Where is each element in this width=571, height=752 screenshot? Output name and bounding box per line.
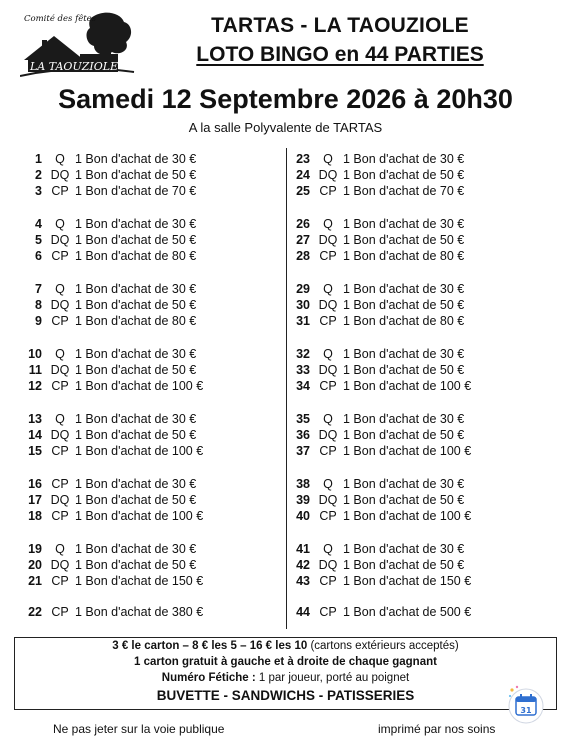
event-subtitle-text: LOTO BINGO en 44 PARTIES	[196, 43, 484, 66]
game-prize: 1 Bon d'achat de 30 €	[343, 217, 465, 231]
game-type: Q	[323, 347, 333, 361]
game-number: 16	[28, 477, 42, 491]
game-type: CP	[51, 314, 69, 328]
game-prize: 1 Bon d'achat de 50 €	[343, 233, 465, 247]
svg-text:LA TAOUZIOLE: LA TAOUZIOLE	[30, 60, 119, 73]
game-type: DQ	[318, 558, 338, 572]
game-type: CP	[319, 314, 337, 328]
game-number: 3	[35, 184, 42, 198]
game-number: 18	[28, 509, 42, 523]
game-type: DQ	[50, 363, 70, 377]
game-number: 20	[28, 558, 42, 572]
footer-right-note: imprimé par nos soins	[378, 722, 496, 736]
game-prize: 1 Bon d'achat de 80 €	[343, 249, 465, 263]
game-type: CP	[51, 605, 69, 619]
game-number: 22	[28, 605, 42, 619]
game-number: 5	[35, 233, 42, 247]
fetiche-text: 1 par joueur, porté au poignet	[255, 672, 410, 684]
game-prize: 1 Bon d'achat de 100 €	[343, 444, 472, 458]
game-type: DQ	[50, 493, 70, 507]
game-prize: 1 Bon d'achat de 30 €	[343, 477, 465, 491]
game-prize: 1 Bon d'achat de 80 €	[75, 314, 197, 328]
game-type: CP	[319, 184, 337, 198]
game-type: Q	[55, 347, 65, 361]
game-number: 33	[296, 363, 310, 377]
game-prize: 1 Bon d'achat de 100 €	[75, 444, 204, 458]
game-prize: 1 Bon d'achat de 80 €	[343, 314, 465, 328]
game-number: 6	[35, 249, 42, 263]
event-venue: A la salle Polyvalente de TARTAS	[188, 120, 383, 135]
game-number: 9	[35, 314, 42, 328]
comite-logo	[20, 10, 135, 90]
game-prize: 1 Bon d'achat de 50 €	[343, 558, 465, 572]
game-prize: 1 Bon d'achat de 100 €	[343, 509, 472, 523]
game-number: 15	[28, 444, 42, 458]
game-number: 29	[296, 282, 310, 296]
column-divider	[286, 148, 287, 629]
game-prize: 1 Bon d'achat de 100 €	[75, 379, 204, 393]
game-type: DQ	[318, 298, 338, 312]
game-number: 30	[296, 298, 310, 312]
fetiche-line	[15, 672, 556, 684]
game-type: CP	[51, 184, 69, 198]
game-type: CP	[51, 477, 69, 491]
game-prize: 1 Bon d'achat de 380 €	[75, 605, 204, 619]
event-title: TARTAS - LA TAOUZIOLE	[211, 14, 469, 37]
game-type: CP	[319, 605, 337, 619]
calendar-icon[interactable]	[506, 684, 546, 724]
game-number: 40	[296, 509, 310, 523]
game-number: 4	[35, 217, 42, 231]
free-card-line: 1 carton gratuit à gauche et à droite de chaque gagnant	[134, 656, 437, 668]
game-prize: 1 Bon d'achat de 50 €	[75, 363, 197, 377]
game-prize: 1 Bon d'achat de 50 €	[75, 168, 197, 182]
game-prize: 1 Bon d'achat de 30 €	[75, 282, 197, 296]
game-number: 39	[296, 493, 310, 507]
game-type: CP	[51, 249, 69, 263]
game-type: Q	[55, 217, 65, 231]
game-prize: 1 Bon d'achat de 50 €	[343, 428, 465, 442]
game-type: CP	[319, 379, 337, 393]
game-type: Q	[55, 542, 65, 556]
game-number: 34	[296, 379, 310, 393]
game-number: 13	[28, 412, 42, 426]
price-note: (cartons extérieurs acceptés)	[307, 640, 459, 652]
game-prize: 1 Bon d'achat de 50 €	[75, 558, 197, 572]
game-type: CP	[319, 574, 337, 588]
game-type: Q	[323, 282, 333, 296]
game-number: 11	[28, 363, 42, 377]
game-type: DQ	[50, 428, 70, 442]
game-type: DQ	[318, 363, 338, 377]
game-prize: 1 Bon d'achat de 50 €	[75, 233, 197, 247]
calendar-day: 31	[520, 706, 532, 715]
game-prize: 1 Bon d'achat de 50 €	[343, 493, 465, 507]
game-type: DQ	[318, 233, 338, 247]
game-number: 12	[28, 379, 42, 393]
game-type: DQ	[318, 168, 338, 182]
game-prize: 1 Bon d'achat de 30 €	[343, 152, 465, 166]
game-number: 35	[296, 412, 310, 426]
game-prize: 1 Bon d'achat de 30 €	[75, 542, 197, 556]
game-number: 37	[296, 444, 310, 458]
info-box	[14, 637, 557, 710]
game-prize: 1 Bon d'achat de 80 €	[75, 249, 197, 263]
game-type: DQ	[50, 558, 70, 572]
game-prize: 1 Bon d'achat de 30 €	[343, 412, 465, 426]
game-number: 42	[296, 558, 310, 572]
game-number: 7	[35, 282, 42, 296]
game-prize: 1 Bon d'achat de 70 €	[75, 184, 197, 198]
game-prize: 1 Bon d'achat de 70 €	[343, 184, 465, 198]
game-number: 10	[28, 347, 42, 361]
game-prize: 1 Bon d'achat de 30 €	[343, 347, 465, 361]
game-type: Q	[55, 282, 65, 296]
game-type: DQ	[318, 428, 338, 442]
game-type: DQ	[50, 168, 70, 182]
game-number: 1	[35, 152, 42, 166]
game-number: 26	[296, 217, 310, 231]
game-number: 44	[296, 605, 310, 619]
game-prize: 1 Bon d'achat de 30 €	[75, 477, 197, 491]
game-type: CP	[51, 379, 69, 393]
game-number: 17	[28, 493, 42, 507]
game-type: CP	[319, 509, 337, 523]
game-prize: 1 Bon d'achat de 50 €	[343, 168, 465, 182]
game-type: CP	[51, 574, 69, 588]
game-type: DQ	[318, 493, 338, 507]
game-prize: 1 Bon d'achat de 50 €	[343, 363, 465, 377]
game-type: Q	[323, 542, 333, 556]
game-number: 21	[28, 574, 42, 588]
game-number: 43	[296, 574, 310, 588]
price-text: 3 € le carton – 8 € les 5 – 16 € les 10	[112, 640, 308, 652]
game-type: Q	[323, 412, 333, 426]
game-type: Q	[323, 477, 333, 491]
fetiche-label: Numéro Fétiche :	[161, 672, 256, 684]
game-number: 24	[296, 168, 310, 182]
game-type: Q	[55, 152, 65, 166]
game-number: 27	[296, 233, 310, 247]
game-number: 14	[28, 428, 42, 442]
game-prize: 1 Bon d'achat de 30 €	[343, 282, 465, 296]
game-prize: 1 Bon d'achat de 30 €	[75, 412, 197, 426]
game-type: Q	[323, 217, 333, 231]
game-type: CP	[319, 444, 337, 458]
price-line	[15, 640, 556, 652]
game-type: Q	[55, 412, 65, 426]
game-number: 41	[296, 542, 310, 556]
game-prize: 1 Bon d'achat de 50 €	[75, 298, 197, 312]
game-prize: 1 Bon d'achat de 50 €	[75, 428, 197, 442]
game-type: DQ	[50, 298, 70, 312]
house-tree-logo-icon	[20, 10, 135, 90]
event-subtitle	[130, 43, 550, 67]
game-number: 8	[35, 298, 42, 312]
game-prize: 1 Bon d'achat de 500 €	[343, 605, 472, 619]
game-type: DQ	[50, 233, 70, 247]
game-prize: 1 Bon d'achat de 150 €	[75, 574, 204, 588]
game-type: CP	[319, 249, 337, 263]
game-number: 19	[28, 542, 42, 556]
game-prize: 1 Bon d'achat de 30 €	[343, 542, 465, 556]
game-prize: 1 Bon d'achat de 150 €	[343, 574, 472, 588]
game-number: 32	[296, 347, 310, 361]
event-date: Samedi 12 Septembre 2026 à 20h30	[58, 84, 513, 114]
game-number: 31	[296, 314, 310, 328]
game-number: 2	[35, 168, 42, 182]
game-prize: 1 Bon d'achat de 100 €	[75, 509, 204, 523]
game-prize: 1 Bon d'achat de 50 €	[343, 298, 465, 312]
game-prize: 1 Bon d'achat de 100 €	[343, 379, 472, 393]
game-number: 28	[296, 249, 310, 263]
game-number: 25	[296, 184, 310, 198]
game-prize: 1 Bon d'achat de 30 €	[75, 152, 197, 166]
game-number: 23	[296, 152, 310, 166]
game-prize: 1 Bon d'achat de 30 €	[75, 347, 197, 361]
game-type: CP	[51, 509, 69, 523]
game-number: 36	[296, 428, 310, 442]
footer-left-note: Ne pas jeter sur la voie publique	[53, 722, 225, 736]
game-prize: 1 Bon d'achat de 50 €	[75, 493, 197, 507]
svg-text:Comité des fêtes: Comité des fêtes	[24, 14, 97, 24]
game-type: Q	[323, 152, 333, 166]
buvette-line: BUVETTE - SANDWICHS - PATISSERIES	[156, 688, 415, 703]
game-prize: 1 Bon d'achat de 30 €	[75, 217, 197, 231]
game-number: 38	[296, 477, 310, 491]
game-type: CP	[51, 444, 69, 458]
